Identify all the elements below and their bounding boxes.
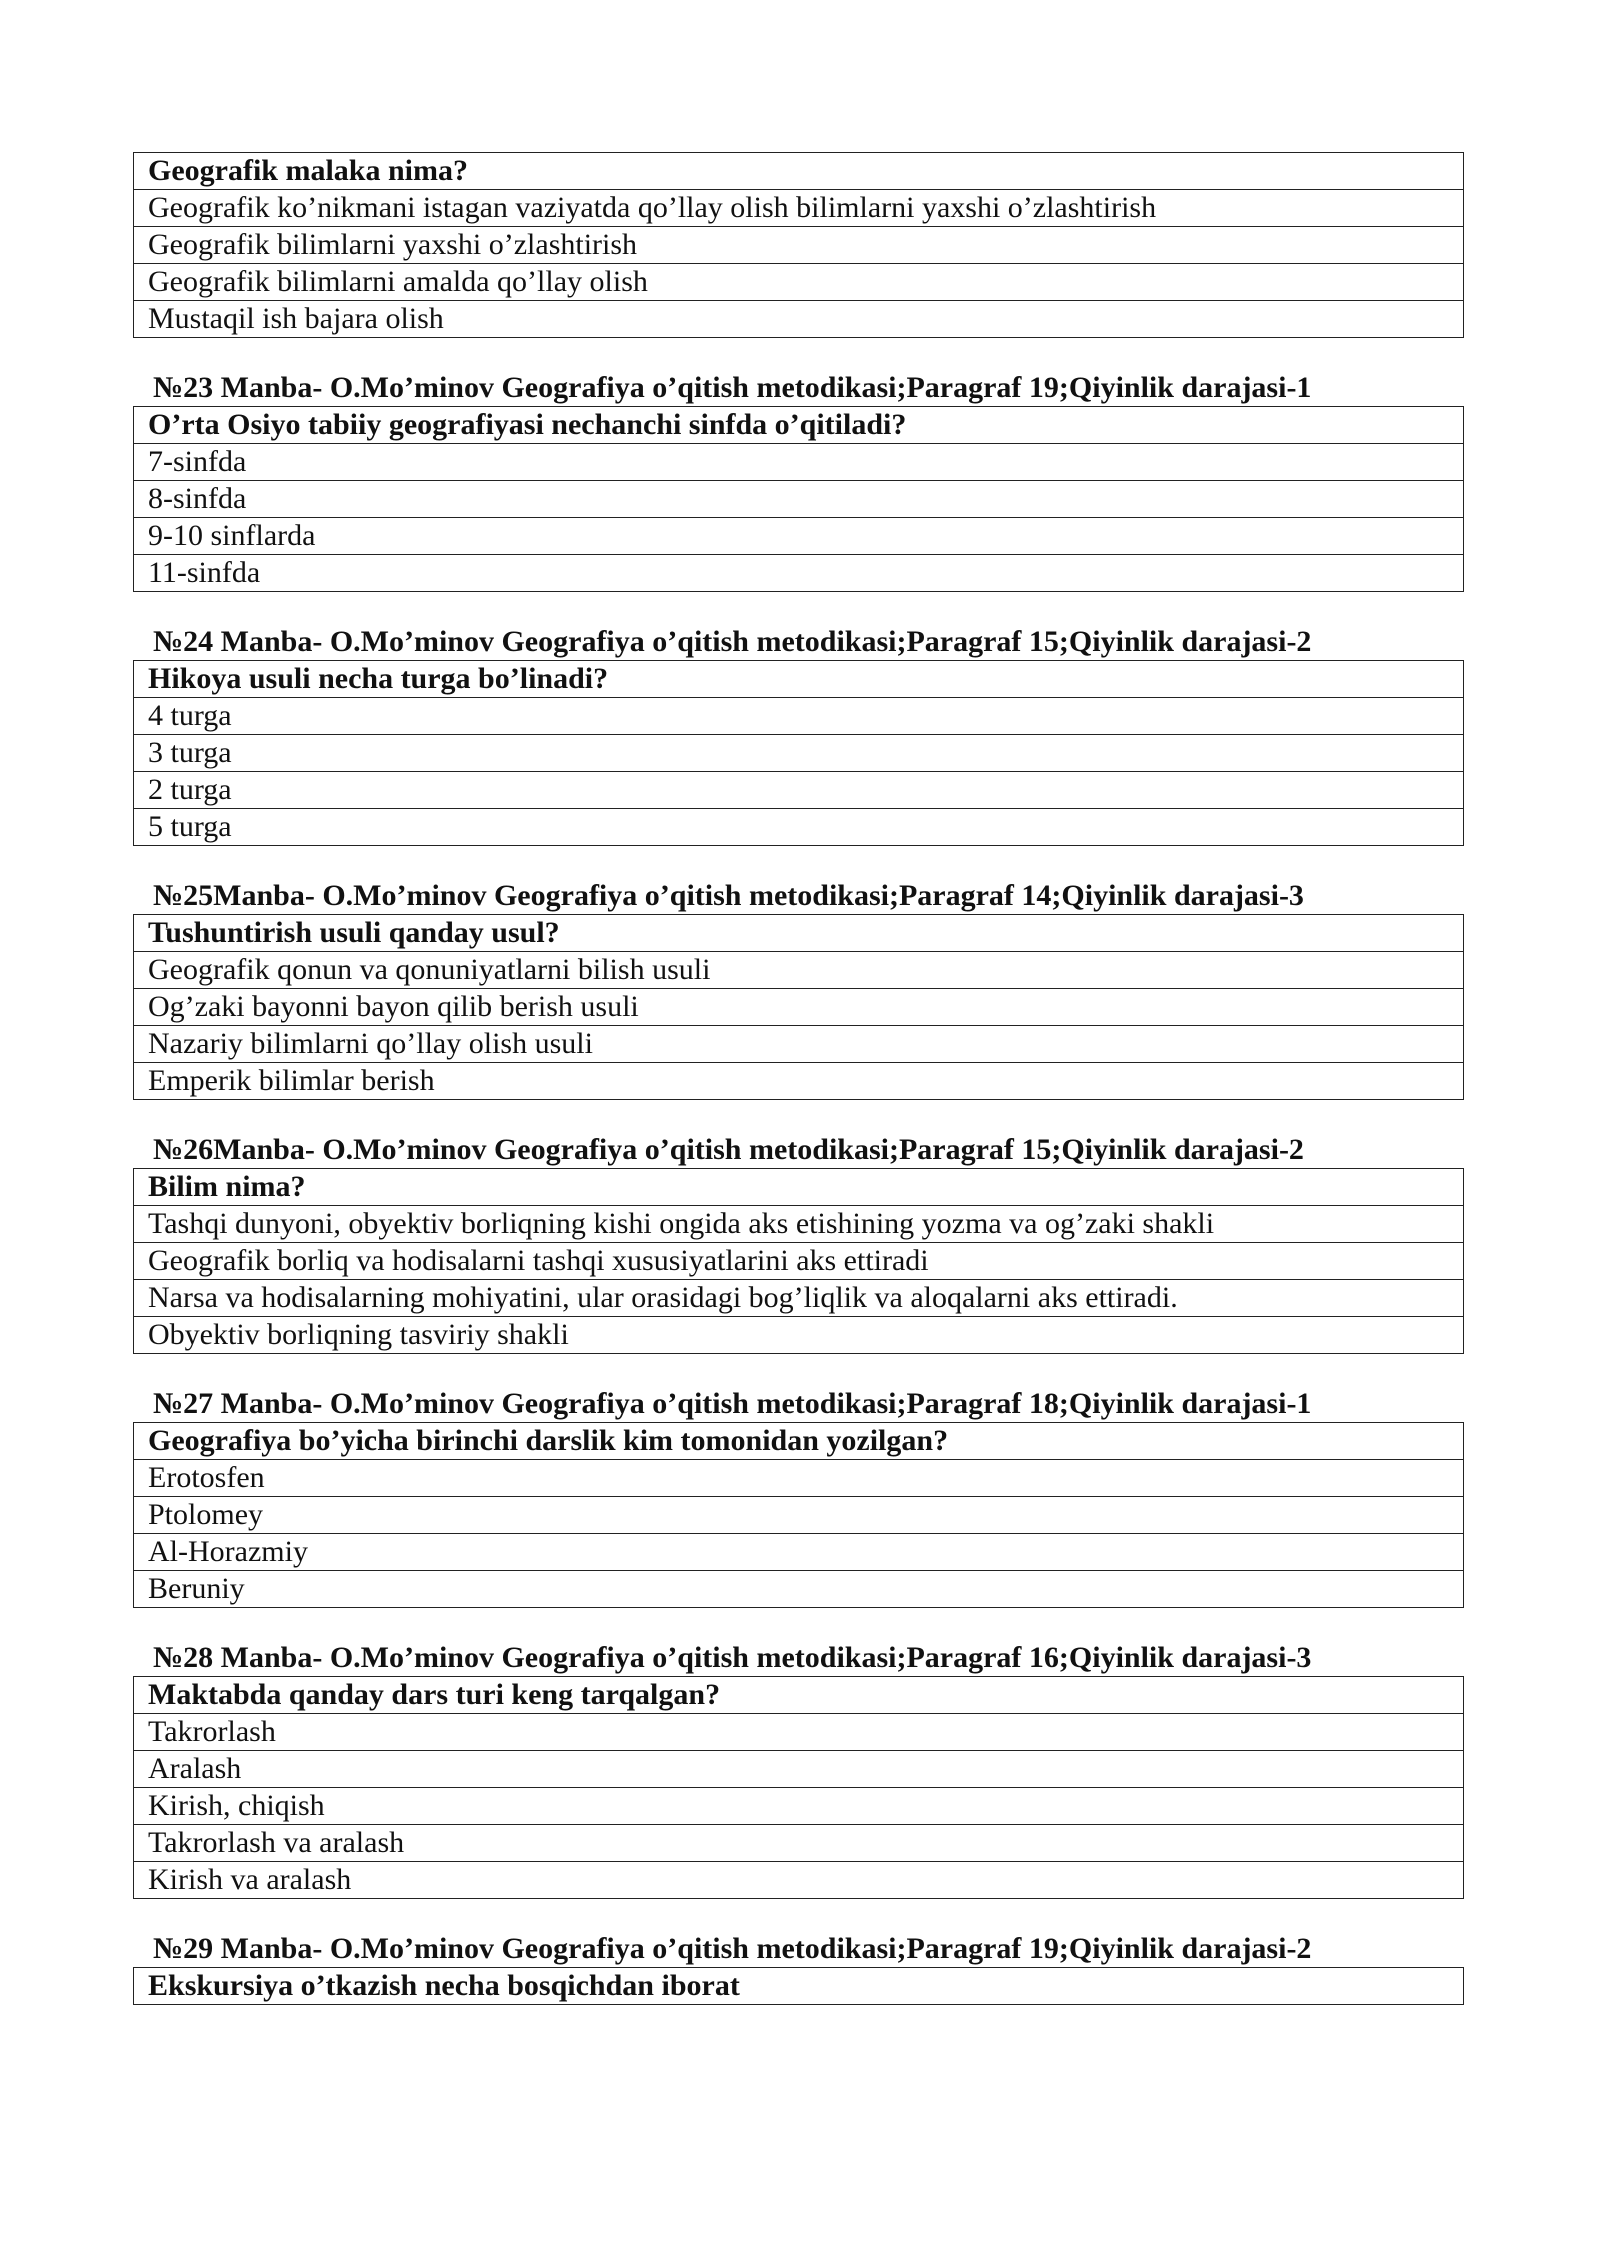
answer-option: Nazariy bilimlarni qo’llay olish usuli [134,1026,1464,1063]
answer-option: Erotosfen [134,1460,1464,1497]
question-block [133,1640,1464,1899]
answer-option: 8-sinfda [134,481,1464,518]
question-text: Ekskursiya o’tkazish necha bosqichdan iborat [134,1968,1464,2005]
question-block [133,1132,1464,1354]
question-source-header: №28 Manba- O.Mo’minov Geografiya o’qitish metodikasi;Paragraf 16;Qiyinlik darajasi-3 [153,1641,1312,1674]
answer-option: 11-sinfda [134,555,1464,592]
answer-option: Kirish va aralash [134,1862,1464,1899]
answer-option: Geografik qonun va qonuniyatlarni bilish usuli [134,952,1464,989]
question-text: Bilim nima? [134,1169,1464,1206]
question-source-header: №23 Manba- O.Mo’minov Geografiya o’qitish metodikasi;Paragraf 19;Qiyinlik darajasi-1 [153,371,1312,404]
answer-option: Takrorlash [134,1714,1464,1751]
question-text: O’rta Osiyo tabiiy geografiyasi nechanchi sinfda o’qitiladi? [134,407,1464,444]
question-block [133,1931,1464,2005]
answer-option: Og’zaki bayonni bayon qilib berish usuli [134,989,1464,1026]
answer-option: 7-sinfda [134,444,1464,481]
question-text: Geografiya bo’yicha birinchi darslik kim tomonidan yozilgan? [134,1423,1464,1460]
answer-option: Mustaqil ish bajara olish [134,301,1464,338]
question-block [133,624,1464,846]
question-source-header: №29 Manba- O.Mo’minov Geografiya o’qitish metodikasi;Paragraf 19;Qiyinlik darajasi-2 [153,1932,1312,1965]
question-table [133,406,1464,592]
answer-option: Al-Horazmiy [134,1534,1464,1571]
answer-option: Beruniy [134,1571,1464,1608]
question-table [133,1422,1464,1608]
answer-option: 3 turga [134,735,1464,772]
question-block [133,152,1464,338]
question-table [133,1676,1464,1899]
question-table [133,914,1464,1100]
answer-option: 5 turga [134,809,1464,846]
question-table [133,660,1464,846]
answer-option: 4 turga [134,698,1464,735]
question-text: Hikoya usuli necha turga bo’linadi? [134,661,1464,698]
answer-option: 9-10 sinflarda [134,518,1464,555]
answer-option: Geografik bilimlarni amalda qo’llay olish [134,264,1464,301]
question-source-header: №25Manba- O.Mo’minov Geografiya o’qitish metodikasi;Paragraf 14;Qiyinlik darajasi-3 [153,879,1304,912]
answer-option: Geografik bilimlarni yaxshi o’zlashtirish [134,227,1464,264]
test-document [133,152,1464,2037]
answer-option: Takrorlash va aralash [134,1825,1464,1862]
question-text: Geografik malaka nima? [134,153,1464,190]
question-table [133,152,1464,338]
question-text: Maktabda qanday dars turi keng tarqalgan? [134,1677,1464,1714]
answer-option: Geografik borliq va hodisalarni tashqi xususiyatlarini aks ettiradi [134,1243,1464,1280]
answer-option: Kirish, chiqish [134,1788,1464,1825]
answer-option: Geografik ko’nikmani istagan vaziyatda qo’llay olish bilimlarni yaxshi o’zlashtirish [134,190,1464,227]
answer-option: Aralash [134,1751,1464,1788]
question-table [133,1967,1464,2005]
question-source-header: №27 Manba- O.Mo’minov Geografiya o’qitish metodikasi;Paragraf 18;Qiyinlik darajasi-1 [153,1387,1312,1420]
answer-option: Tashqi dunyoni, obyektiv borliqning kishi ongida aks etishining yozma va og’zaki shakli [134,1206,1464,1243]
question-source-header: №24 Manba- O.Mo’minov Geografiya o’qitish metodikasi;Paragraf 15;Qiyinlik darajasi-2 [153,625,1312,658]
question-block [133,1386,1464,1608]
question-block [133,370,1464,592]
answer-option: Obyektiv borliqning tasviriy shakli [134,1317,1464,1354]
question-source-header: №26Manba- O.Mo’minov Geografiya o’qitish metodikasi;Paragraf 15;Qiyinlik darajasi-2 [153,1133,1304,1166]
answer-option: Narsa va hodisalarning mohiyatini, ular orasidagi bog’liqlik va aloqalarni aks ettiradi. [134,1280,1464,1317]
answer-option: Emperik bilimlar berish [134,1063,1464,1100]
answer-option: 2 turga [134,772,1464,809]
question-block [133,878,1464,1100]
question-text: Tushuntirish usuli qanday usul? [134,915,1464,952]
answer-option: Ptolomey [134,1497,1464,1534]
question-table [133,1168,1464,1354]
